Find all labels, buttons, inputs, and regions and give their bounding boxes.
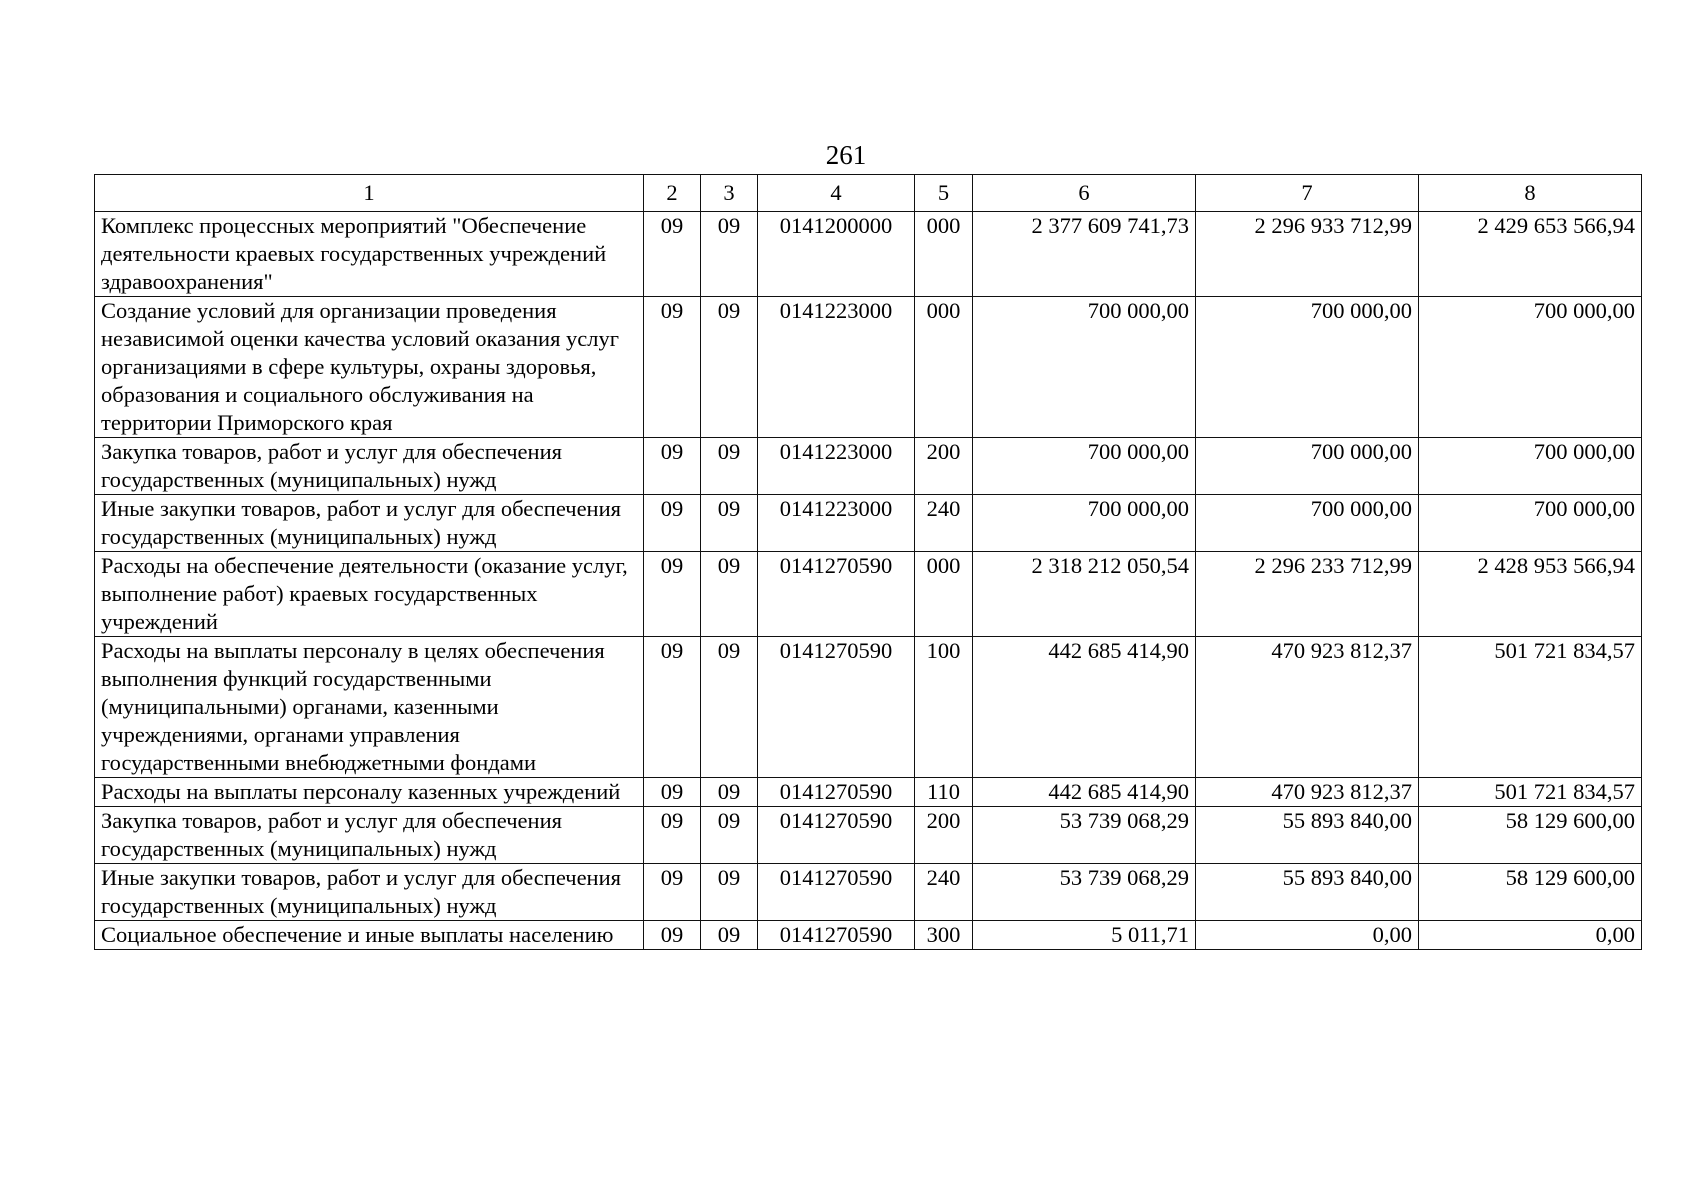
column-header: 6 (973, 175, 1196, 212)
table-row (95, 637, 1642, 778)
table-row (95, 438, 1642, 495)
section-code: 09 (644, 921, 701, 950)
amount-col-8: 2 429 653 566,94 (1419, 212, 1642, 297)
section-code: 09 (644, 778, 701, 807)
amount-col-8: 700 000,00 (1419, 297, 1642, 438)
expense-type-code: 200 (915, 438, 973, 495)
amount-col-6: 53 739 068,29 (973, 864, 1196, 921)
amount-col-7: 470 923 812,37 (1196, 637, 1419, 778)
table-row (95, 297, 1642, 438)
target-article-code: 0141223000 (758, 297, 915, 438)
item-name: Расходы на выплаты персоналу в целях обеспечения выполнения функций государственными (муниципальными) органами, казенными учреждениями, органами управления государственными внебюджетными фондами (95, 637, 644, 778)
expense-type-code: 300 (915, 921, 973, 950)
target-article-code: 0141200000 (758, 212, 915, 297)
amount-col-6: 700 000,00 (973, 297, 1196, 438)
expense-type-code: 000 (915, 297, 973, 438)
amount-col-8: 501 721 834,57 (1419, 637, 1642, 778)
section-code: 09 (644, 495, 701, 552)
target-article-code: 0141270590 (758, 921, 915, 950)
table-row (95, 778, 1642, 807)
section-code: 09 (644, 297, 701, 438)
subsection-code: 09 (701, 807, 758, 864)
item-name: Социальное обеспечение и иные выплаты населению (95, 921, 644, 950)
target-article-code: 0141223000 (758, 438, 915, 495)
budget-table (94, 174, 1642, 950)
target-article-code: 0141270590 (758, 637, 915, 778)
subsection-code: 09 (701, 212, 758, 297)
amount-col-7: 700 000,00 (1196, 495, 1419, 552)
item-name: Иные закупки товаров, работ и услуг для обеспечения государственных (муниципальных) нужд (95, 495, 644, 552)
amount-col-7: 700 000,00 (1196, 438, 1419, 495)
amount-col-6: 2 318 212 050,54 (973, 552, 1196, 637)
target-article-code: 0141270590 (758, 778, 915, 807)
amount-col-7: 2 296 233 712,99 (1196, 552, 1419, 637)
amount-col-8: 501 721 834,57 (1419, 778, 1642, 807)
item-name: Иные закупки товаров, работ и услуг для обеспечения государственных (муниципальных) нужд (95, 864, 644, 921)
amount-col-8: 2 428 953 566,94 (1419, 552, 1642, 637)
target-article-code: 0141270590 (758, 864, 915, 921)
expense-type-code: 240 (915, 495, 973, 552)
table-row (95, 212, 1642, 297)
expense-type-code: 000 (915, 212, 973, 297)
column-header: 7 (1196, 175, 1419, 212)
amount-col-7: 55 893 840,00 (1196, 807, 1419, 864)
amount-col-6: 5 011,71 (973, 921, 1196, 950)
amount-col-6: 2 377 609 741,73 (973, 212, 1196, 297)
column-header: 4 (758, 175, 915, 212)
expense-type-code: 000 (915, 552, 973, 637)
expense-type-code: 100 (915, 637, 973, 778)
amount-col-7: 0,00 (1196, 921, 1419, 950)
expense-type-code: 110 (915, 778, 973, 807)
item-name: Закупка товаров, работ и услуг для обеспечения государственных (муниципальных) нужд (95, 807, 644, 864)
amount-col-6: 700 000,00 (973, 495, 1196, 552)
amount-col-7: 55 893 840,00 (1196, 864, 1419, 921)
amount-col-8: 58 129 600,00 (1419, 864, 1642, 921)
section-code: 09 (644, 552, 701, 637)
amount-col-8: 700 000,00 (1419, 495, 1642, 552)
page-number: 261 (825, 140, 867, 170)
amount-col-7: 470 923 812,37 (1196, 778, 1419, 807)
subsection-code: 09 (701, 438, 758, 495)
subsection-code: 09 (701, 552, 758, 637)
amount-col-7: 700 000,00 (1196, 297, 1419, 438)
column-header: 3 (701, 175, 758, 212)
section-code: 09 (644, 637, 701, 778)
item-name: Закупка товаров, работ и услуг для обеспечения государственных (муниципальных) нужд (95, 438, 644, 495)
amount-col-6: 700 000,00 (973, 438, 1196, 495)
amount-col-8: 58 129 600,00 (1419, 807, 1642, 864)
item-name: Расходы на обеспечение деятельности (оказание услуг, выполнение работ) краевых государственных учреждений (95, 552, 644, 637)
amount-col-8: 700 000,00 (1419, 438, 1642, 495)
table-row (95, 807, 1642, 864)
item-name: Расходы на выплаты персоналу казенных учреждений (95, 778, 644, 807)
subsection-code: 09 (701, 297, 758, 438)
table-row (95, 864, 1642, 921)
section-code: 09 (644, 438, 701, 495)
column-header: 5 (915, 175, 973, 212)
section-code: 09 (644, 864, 701, 921)
subsection-code: 09 (701, 778, 758, 807)
amount-col-6: 442 685 414,90 (973, 637, 1196, 778)
target-article-code: 0141223000 (758, 495, 915, 552)
column-header: 2 (644, 175, 701, 212)
subsection-code: 09 (701, 637, 758, 778)
amount-col-7: 2 296 933 712,99 (1196, 212, 1419, 297)
column-header: 8 (1419, 175, 1642, 212)
header-row (95, 175, 1642, 212)
expense-type-code: 200 (915, 807, 973, 864)
table-row (95, 495, 1642, 552)
section-code: 09 (644, 212, 701, 297)
subsection-code: 09 (701, 864, 758, 921)
subsection-code: 09 (701, 495, 758, 552)
amount-col-8: 0,00 (1419, 921, 1642, 950)
expense-type-code: 240 (915, 864, 973, 921)
amount-col-6: 53 739 068,29 (973, 807, 1196, 864)
table-row (95, 921, 1642, 950)
item-name: Создание условий для организации проведения независимой оценки качества условий оказания услуг организациями в сфере культуры, охраны здоровья, образования и социального обслуживания на территории Приморского края (95, 297, 644, 438)
target-article-code: 0141270590 (758, 807, 915, 864)
subsection-code: 09 (701, 921, 758, 950)
amount-col-6: 442 685 414,90 (973, 778, 1196, 807)
item-name: Комплекс процессных мероприятий "Обеспечение деятельности краевых государственных учреждений здравоохранения" (95, 212, 644, 297)
table-row (95, 552, 1642, 637)
target-article-code: 0141270590 (758, 552, 915, 637)
section-code: 09 (644, 807, 701, 864)
column-header: 1 (95, 175, 644, 212)
